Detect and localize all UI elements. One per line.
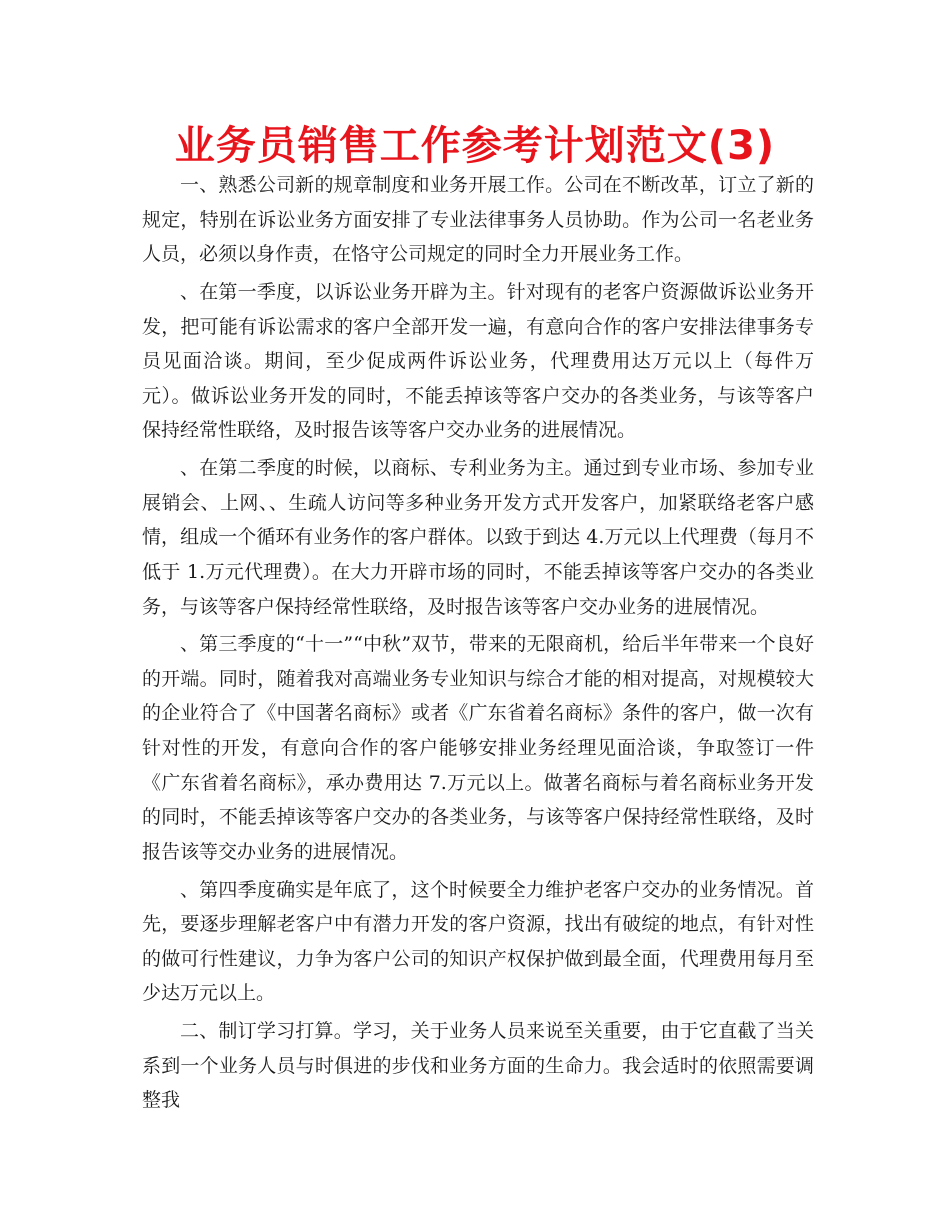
paragraph-4: 、第三季度的“十一”“中秋”双节，带来的无限商机，给后半年带来一个良好的开端。同时，随着我对高端业务专业知识与综合才能的相对提高，对规模较大的企业符合了《中国著名商标》或者《广东省着名商标》条件的客户，做一次有针对性的开发，有意向合作的客户能够安排业务经理见面洽谈，争取签订一件《广东省着名商标》，承办费用达 7.万元以上。做著名商标与着名商标业务开发的同时，不能丢掉该等客户交办的各类业务，与该等客户保持经常性联络，及时报告该等交办业务的进展情况。 [142, 633, 814, 863]
paragraph-5: 、第四季度确实是年底了，这个时候要全力维护老客户交办的业务情况。首先，要逐步理解老客户中有潜力开发的客户资源，找出有破绽的地点，有针对性的做可行性建议，力争为客户公司的知识产权保护做到最全面，代理费用每月至少达万元以上。 [142, 878, 814, 1005]
document-title: 业务员销售工作参考计划范文(3) [174, 123, 776, 169]
paragraph-6: 二、制订学习打算。学习，关于业务人员来说至关重要，由于它直截了当关系到一个业务人员与时俱进的步伐和业务方面的生命力。我会适时的依照需要调整我 [142, 1020, 814, 1112]
paragraph-1: 一、熟悉公司新的规章制度和业务开展工作。公司在不断改革，订立了新的规定，特别在诉讼业务方面安排了专业法律事务人员协助。作为公司一名老业务人员，必须以身作责，在恪守公司规定的同时全力开展业务工作。 [142, 174, 814, 266]
paragraph-3: 、在第二季度的时候，以商标、专利业务为主。通过到专业市场、参加专业展销会、上网、、生疏人访问等多种业务开发方式开发客户，加紧联络老客户感情，组成一个循环有业务作的客户群体。以致于到达 4.万元以上代理费（每月不低于 1.万元代理费）。在大力开辟市场的同时，不能丢掉该等客户交办的各类业务，与该等客户保持经常性联络，及时报告该等客户交办业务的进展情况。 [142, 457, 814, 618]
paragraph-2: 、在第一季度，以诉讼业务开辟为主。针对现有的老客户资源做诉讼业务开发，把可能有诉讼需求的客户全部开发一遍，有意向合作的客户安排法律事务专员见面洽谈。期间，至少促成两件诉讼业务，代理费用达万元以上（每件万元）。做诉讼业务开发的同时，不能丢掉该等客户交办的各类业务，与该等客户保持经常性联络，及时报告该等客户交办业务的进展情况。 [142, 280, 814, 442]
document-body [142, 168, 814, 1121]
